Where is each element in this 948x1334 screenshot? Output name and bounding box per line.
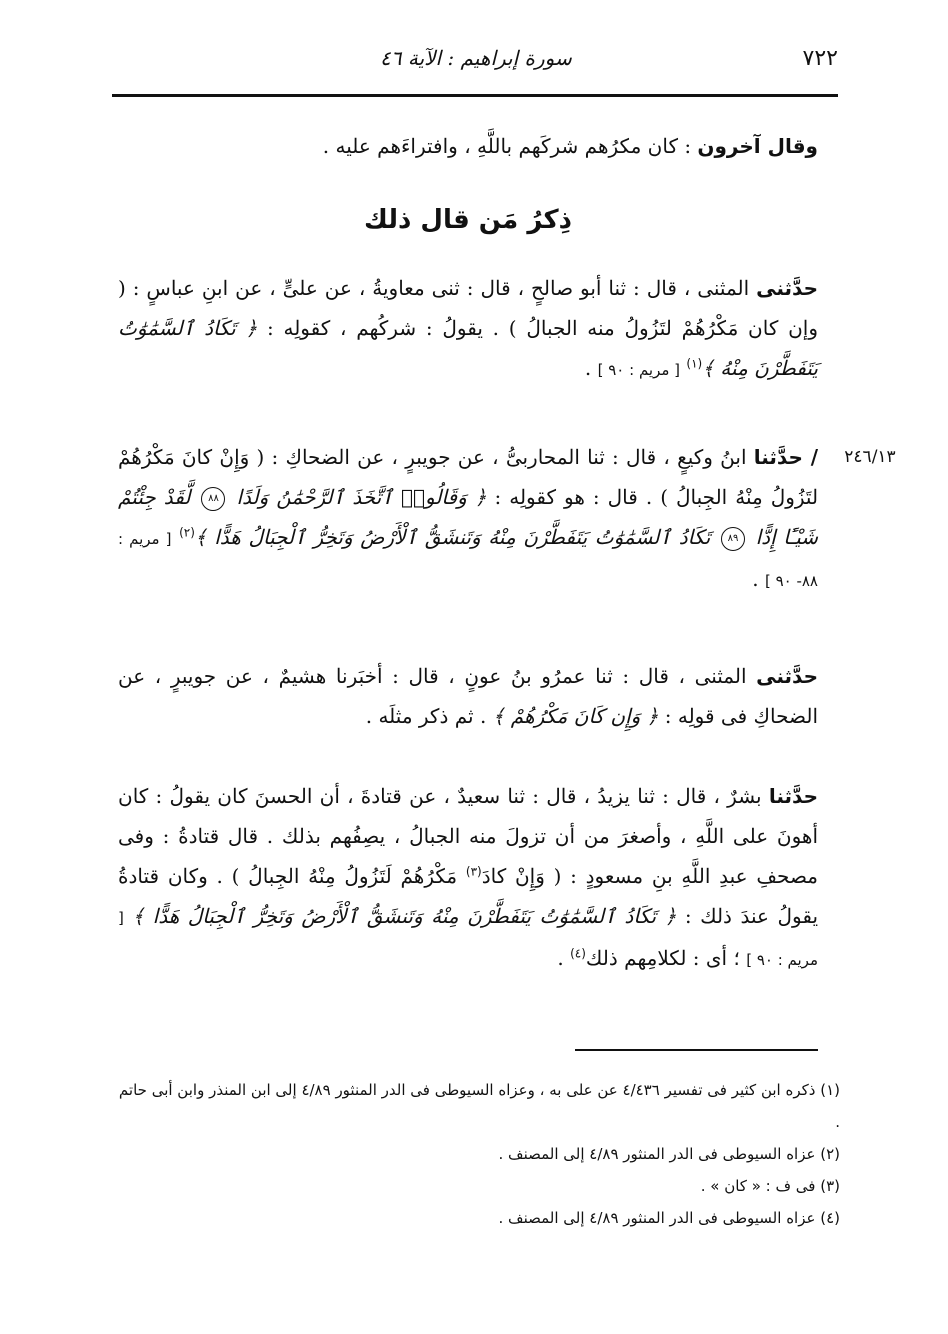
footnote-1: (١) ذكره ابن كثير فى تفسير ٤/٤٣٦ عن على به ، وعزاه السيوطى فى الدر المنثور ٤/٨٩ إلى ابن المنذر وابن أبى حاتم . (118, 1081, 840, 1131)
margin-volume-page-note: ٢٤٦/١٣ (844, 447, 896, 467)
paragraph-2-quran-3: تَكَادُ ٱلسَّمَٰوَٰتُ يَتَفَطَّرْنَ مِنْهُ وَتَنشَقُّ ٱلْأَرْضُ وَتَخِرُّ ٱلْجِبَالُ هَدًّا ﴾ (194, 525, 711, 549)
paragraph-2-text: ابنُ وكيعٍ ، قال : ثنا المحاربىُّ ، عن جويبرٍ ، عن الضحاكِ : ( وَإِنْ كانَ مَكْرُهُمْ لتَزُولُ مِنْهُ الجِبالُ ) . قال : هو كقولِه : (118, 445, 819, 509)
paragraph-2-lead: / حدَّثنا (753, 445, 819, 469)
footnote-marker-4: (٤) (570, 946, 586, 961)
paragraph-4-text-3: ؛ أى : لكلامِهم ذلك (585, 946, 740, 970)
footnote-marker-2: (٢) (179, 525, 195, 540)
intro-text: : كان مكرُهم شركَهم باللَّهِ ، وافتراءَهم عليه . (322, 134, 692, 158)
paragraph-4-quran: ﴿ تَكَادُ ٱلسَّمَٰوَٰتُ يَتَفَطَّرْنَ مِنْهُ وَتَنشَقُّ ٱلْأَرْضُ وَتَخِرُّ ٱلْجِبَالُ هَدًّا ﴾ (132, 904, 677, 928)
page-number: ٧٢٢ (802, 46, 838, 71)
paragraph-3-tail: . ثم ذكر مثلَه . (365, 704, 487, 728)
paragraph-2-quran-2: لَّقَدْ جِئْتُمْ شَيْـًٔا إِدًّا (118, 485, 819, 549)
section-heading: ذِكرُ مَن قال ذلك (364, 205, 572, 235)
paragraph-2-quran-1: ﴿ وَقَالُوا۟ ٱتَّخَذَ ٱلرَّحْمَٰنُ وَلَدًا (236, 485, 487, 509)
header-rule (112, 94, 838, 97)
paragraph-4-end: . (557, 946, 564, 970)
paragraph-2-end: . (752, 567, 759, 591)
footnote-3: (٣) فى ف : « كان » . (700, 1177, 840, 1195)
paragraph-2-reference: [ مريم : ٨٨- ٩٠ ] (118, 530, 818, 590)
paragraph-4-text-2: مَكْرُهُمْ لَتَزُولُ مِنْهُ الجِبالُ ) . وكان قتادةُ يقولُ عندَ ذلك : (118, 864, 819, 928)
paragraph-2 (118, 437, 818, 601)
footnote-4: (٤) عزاه السيوطى فى الدر المنثور ٤/٨٩ إلى المصنف . (498, 1209, 840, 1227)
ayah-number-89-icon: ٨٩ (721, 527, 745, 551)
paragraph-1-end: . (584, 356, 592, 380)
paragraph-4-text: بشرٌ ، قال : ثنا يزيدُ ، قال : ثنا سعيدٌ ، عن قتادةَ ، أن الحسنَ كان يقولُ : كان أهونَ على اللَّهِ ، وأصغرَ من أن تزولَ منه الجبالُ ، يصِفُهم بذلك . قال قتادةُ : وفى مصحفِ عبدِ اللَّهِ بنِ مسعودٍ : ( وَإِنْ كادَ (118, 784, 819, 888)
paragraph-3-quran: ﴿ وَإِن كَانَ مَكْرُهُمْ ﴾ (492, 704, 659, 728)
footnote-marker-3: (٣) (465, 864, 482, 879)
paragraph-1-text: المثنى ، قال : ثنا أبو صالحٍ ، قال : ثنى معاويةُ ، عن علىٍّ ، عن ابنِ عباسٍ : ( وإن كان مَكْرُهُمْ لتَزُولُ منه الجبالُ ) . يقولُ : شركُهم ، كقولِه : (118, 276, 819, 340)
footnote-marker-1: (١) (686, 356, 703, 371)
footnote-2: (٢) عزاه السيوطى فى الدر المنثور ٤/٨٩ إلى المصنف . (498, 1145, 840, 1163)
paragraph-1-reference: [ مريم : ٩٠ ] (597, 361, 681, 379)
ayah-number-88-icon: ٨٨ (201, 487, 225, 511)
page-header (112, 40, 838, 80)
footnotes (118, 1074, 840, 1234)
running-head: سورة إبراهيم : الآية ٤٦ (380, 46, 572, 70)
paragraph-1-lead: حدَّثنى (756, 276, 818, 300)
paragraph-3 (118, 656, 818, 736)
paragraph-3-text: المثنى ، قال : ثنا عمرُو بنُ عونٍ ، قال : أخبَرنا هشيمٌ ، عن جويبرٍ ، عن الضحاكِ فى قولِه : (118, 664, 818, 728)
paragraph-1 (118, 268, 818, 390)
paragraph-3-lead: حدَّثنى (756, 664, 819, 688)
paragraph-4-lead: حدَّثنا (768, 784, 819, 808)
paragraph-4-reference: [ مريم : ٩٠ ] (118, 909, 818, 969)
paragraph-4 (118, 776, 818, 980)
footnote-rule (575, 1049, 818, 1051)
intro-paragraph (118, 126, 818, 166)
intro-lead: وقال آخرون (697, 134, 818, 158)
paragraph-1-quran: ﴿ تَكَادُ ٱلسَّمَٰوَٰتُ يَتَفَطَّرْنَ مِنْهُ ﴾ (118, 316, 818, 380)
